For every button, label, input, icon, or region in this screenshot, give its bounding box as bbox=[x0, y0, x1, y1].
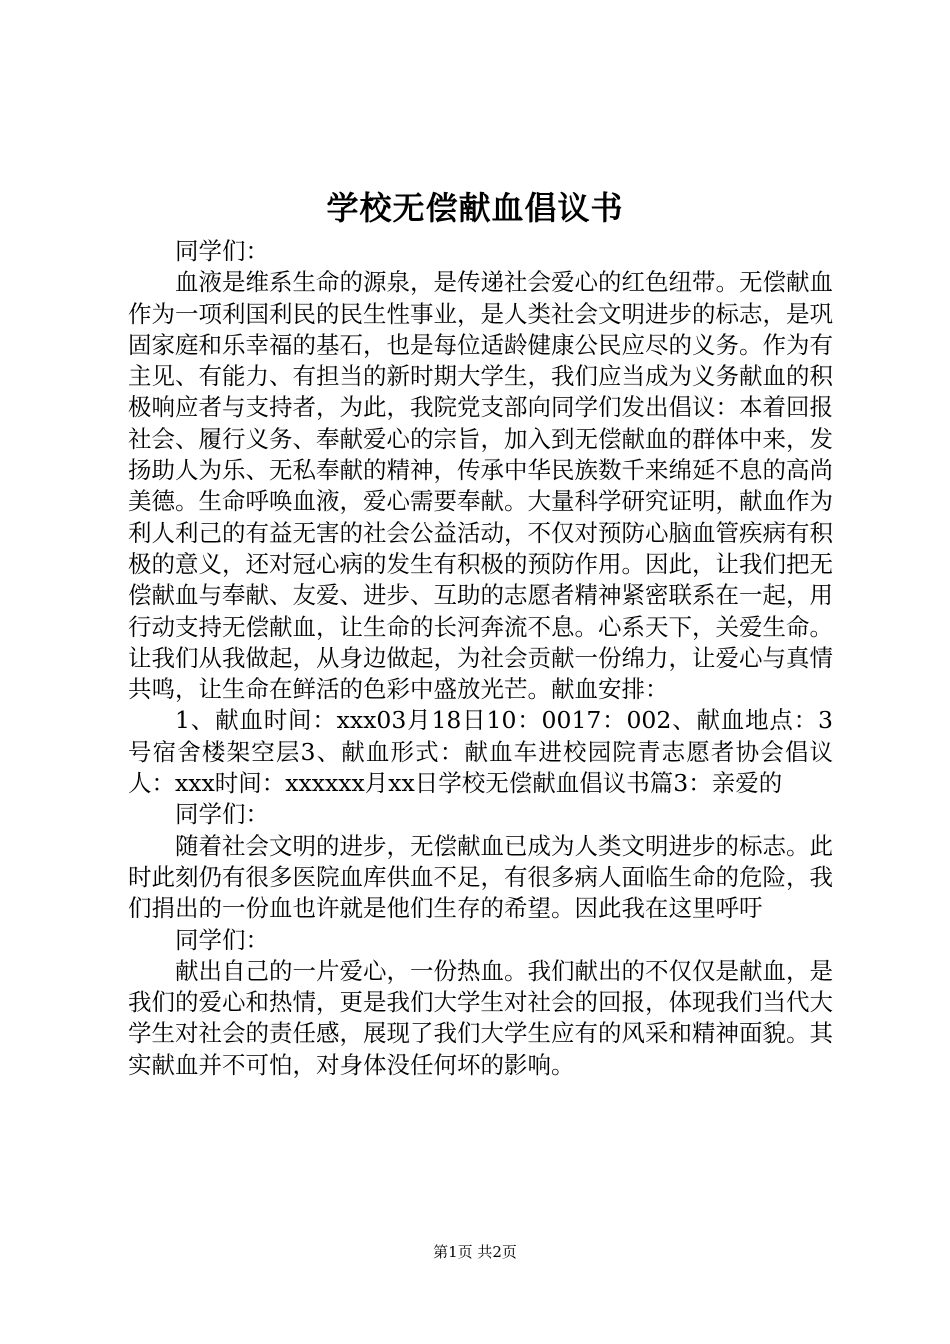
salutation: 同学们： bbox=[175, 800, 269, 829]
document-title: 学校无偿献血倡议书 bbox=[326, 189, 624, 227]
body-paragraph: 血液是维系生命的源泉，是传递社会爱心的红色纽带。无偿献血作为一项利国利民的民生性事业，是人类社会文明进步的标志，是巩固家庭和乐幸福的基石，也是每位适龄健康公民应尽的义务。作为有主见、有能力、有担当的新时期大学生，我们应当成为义务献血的积极响应者与支持者，为此，我院党支部向同学们发出倡议：本着回报社会、履行义务、奉献爱心的宗旨，加入到无偿献血的群体中来，发扬助人为乐、无私奉献的精神，传承中华民族数千来绵延不息的高尚美德。生命呼唤血液，爱心需要奉献。大量科学研究证明，献血作为利人利己的有益无害的社会公益活动，不仅对预防心脑血管疾病有积极的意义，还对冠心病的发生有积极的预防作用。因此，让我们把无偿献血与奉献、友爱、进步、互助的志愿者精神紧密联系在一起，用行动支持无偿献血，让生命的长河奔流不息。心系天下，关爱生命。让我们从我做起，从身边做起，为社会贡献一份绵力，让爱心与真情共鸣，让生命在鲜活的色彩中盛放光芒。献血安排： bbox=[128, 268, 833, 704]
body-paragraph: 随着社会文明的进步，无偿献血已成为人类文明进步的标志。此时此刻仍有很多医院血库供血不足，有很多病人面临生命的危险，我们捐出的一份血也许就是他们生存的希望。因此我在这里呼吁 bbox=[128, 831, 833, 923]
salutation: 同学们： bbox=[175, 237, 269, 265]
body-paragraph: 1、献血时间：xxx03月18日10：0017：002、献血地点：3号宿舍楼架空层3、献血形式：献血车进校园院青志愿者协会倡议人：xxx时间：xxxxxx月xx日学校无偿献血倡议书篇3：亲爱的 bbox=[128, 706, 833, 798]
page-footer: 第1页 共2页 bbox=[433, 1243, 517, 1261]
document-body bbox=[128, 236, 833, 1081]
salutation: 同学们： bbox=[175, 925, 269, 954]
body-paragraph: 献出自己的一片爱心，一份热血。我们献出的不仅仅是献血，是我们的爱心和热情，更是我们大学生对社会的回报，体现我们当代大学生对社会的责任感，展现了我们大学生应有的风采和精神面貌。其实献血并不可怕，对身体没任何坏的影响。 bbox=[128, 956, 833, 1079]
